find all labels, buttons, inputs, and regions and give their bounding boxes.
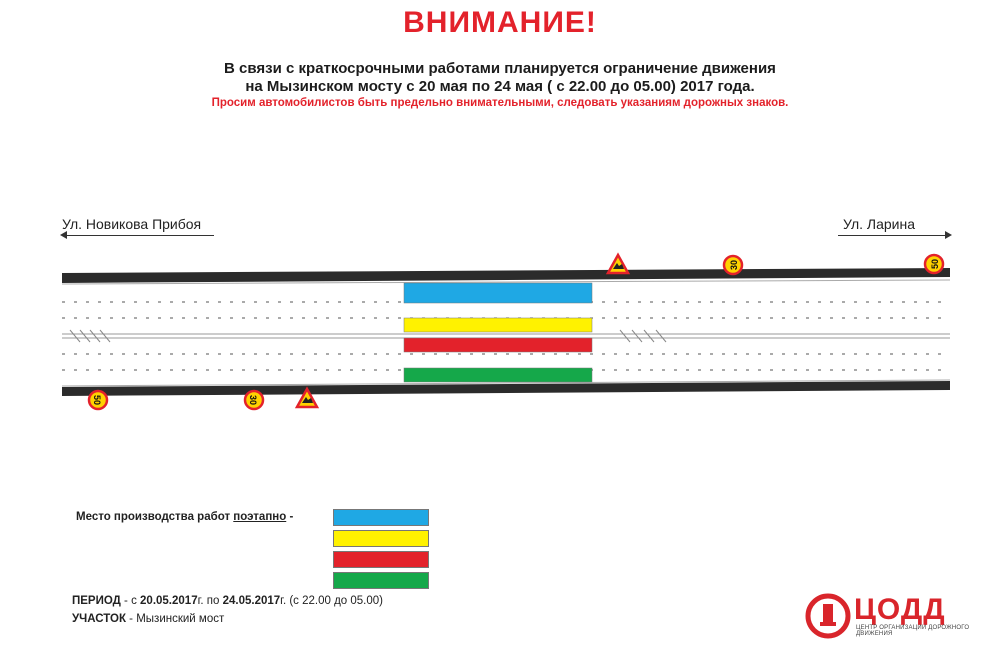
legend-label-suffix: - (286, 511, 294, 523)
hatch-left (70, 330, 110, 342)
speed-limit-30-bottom-label: 30 (248, 394, 258, 406)
legend-swatch-stage-3 (333, 551, 429, 568)
speed-limit-30-top-icon (724, 256, 742, 274)
page-title: ВНИМАНИЕ! (403, 6, 597, 39)
legend-label (76, 511, 293, 523)
period-from-prefix: - с (120, 595, 141, 607)
period-to-suffix: г. (с 22.00 до 05.00) (280, 595, 383, 607)
legend-swatch-stage-2 (333, 530, 429, 547)
section-value: - Мызинский мост (125, 613, 225, 625)
legend-swatch-stage-1 (333, 509, 429, 526)
speed-limit-30-top-label: 30 (729, 259, 739, 271)
notice-line-1: В связи с краткосрочными работами планируется ограничение движения (224, 60, 776, 77)
speed-limit-30-bottom-icon (245, 391, 263, 409)
warning-text: Просим автомобилистов быть предельно внимательными, следовать указаниям дорожных знаков. (211, 97, 789, 109)
period-label: ПЕРИОД (72, 595, 121, 607)
work-zone-stage-1 (404, 283, 592, 303)
hatch-right (620, 330, 666, 342)
logo-name: ЦОДД (854, 593, 946, 626)
legend-label-underlined: поэтапно (233, 511, 287, 523)
period-from-suffix: г. по (197, 595, 223, 607)
section-line (72, 613, 224, 625)
work-zone-stage-4 (404, 368, 592, 382)
codd-logo-icon (804, 592, 852, 640)
notice-line-2: на Мызинском мосту с 20 мая по 24 мая ( с 22.00 до 05.00) 2017 года. (245, 78, 755, 95)
work-zones (404, 283, 592, 382)
work-zone-stage-3 (404, 338, 592, 352)
road-works-sign-top-icon (608, 255, 628, 273)
logo-subtitle: ЦЕНТР ОРГАНИЗАЦИИ ДОРОЖНОГО ДВИЖЕНИЯ (856, 625, 970, 637)
period-to-date: 24.05.2017 (222, 595, 281, 607)
legend-swatch-stage-4 (333, 572, 429, 589)
work-zone-stage-2 (404, 318, 592, 332)
speed-limit-50-top-icon (925, 255, 943, 273)
period-from-date: 20.05.2017 (140, 595, 198, 607)
street-label-left: Ул. Новикова Прибоя (62, 216, 202, 232)
section-label: УЧАСТОК (72, 613, 126, 625)
period-line (72, 595, 383, 607)
speed-limit-50-bottom-icon (89, 391, 107, 409)
speed-limit-50-top-label: 50 (930, 258, 940, 270)
street-label-right: Ул. Ларина (843, 216, 916, 232)
legend-label-prefix: Место производства работ (76, 511, 234, 523)
speed-limit-50-bottom-label: 50 (92, 394, 102, 406)
